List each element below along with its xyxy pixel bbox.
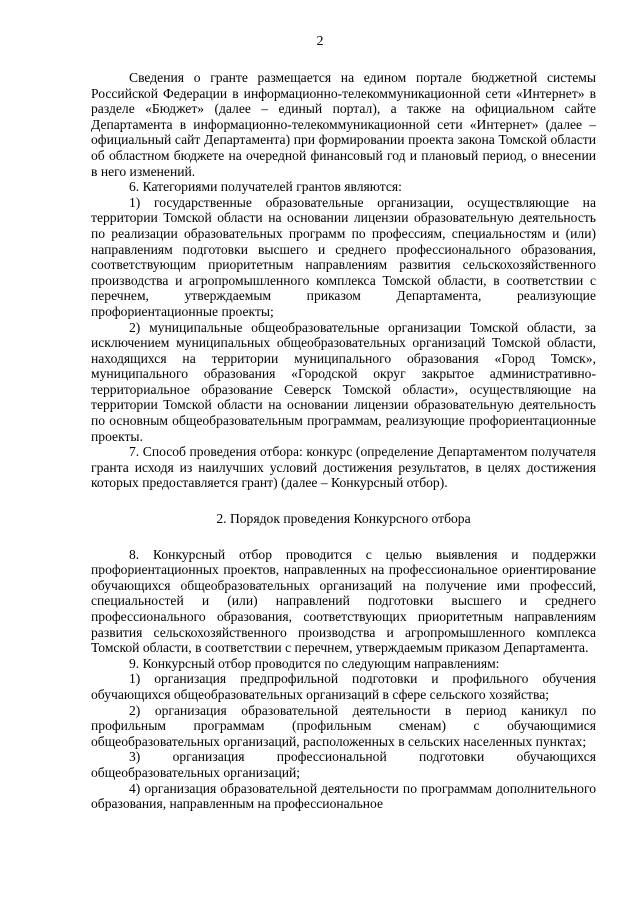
page-number: 2 [316, 34, 324, 49]
paragraph-item-9: 9. Конкурсный отбор проводится по следующим направлениям: [129, 655, 500, 671]
paragraph-item-8: 8. Конкурсный отбор проводится с целью выявления и поддержки профориентационных проектов, направленных на профессиональное ориентирование обучающихся общеобразовательных организаций на получение ими профессий, специальностей и (или) направлений подготовки высшего и среднего профессионального образования, соответствующих приоритетным направлениям развития сельскохозяйственного производства и агропромышленного комплекса Томской области, в соответствии с перечнем, утверждаемым приказом Департамента. [91, 546, 596, 656]
paragraph-item-6: 6. Категориями получателей грантов являются: [129, 179, 402, 195]
paragraph-item-9-1: 1) организация предпрофильной подготовки и профильного обучения обучающихся общеобразовательных организаций в сфере сельского хозяйства; [91, 671, 596, 702]
paragraph-grant-info: Сведения о гранте размещается на едином портале бюджетной системы Российской Федерации в информационно-телекоммуникационной сети «Интернет» в разделе «Бюджет» (далее – единый портал), а также на официальном сайте Департамента в информационно-телекоммуникационной сети «Интернет» (далее – официальный сайт Департамента) при формировании проекта закона Томской области об областном бюджете на очередной финансовый год и плановый период, о внесении в него изменений. [91, 70, 596, 179]
section-heading: 2. Порядок проведения Конкурсного отбора [216, 511, 471, 527]
paragraph-item-6-1: 1) государственные образовательные организации, осуществляющие на территории Томской области на основании лицензии образовательную деятельность по реализации образовательных программ по профессиям, специальностям и (или) направлениям подготовки высшего и среднего профессионального образования, соответствующим приоритетным направлениям развития сельскохозяйственного производства и агропромышленного комплекса Томской области, в соответствии с перечнем, утверждаемым приказом Департамента, реализующие профориентационные проекты; [91, 194, 596, 319]
paragraph-item-7: 7. Способ проведения отбора: конкурс (определение Департаментом получателя гранта исходя из наилучших условий достижения результатов, в целях достижения которых предоставляется грант) (далее – Конкурсный отбор). [91, 444, 596, 491]
document-body [91, 70, 596, 812]
paragraph-item-9-2: 2) организация образовательной деятельности в период каникул по профильным программам (профильным сменам) с обучающимися общеобразовательных организаций, расположенных в сельских населенных пунктах; [91, 702, 596, 749]
paragraph-item-9-3: 3) организация профессиональной подготовки обучающихся общеобразовательных организаций; [91, 749, 596, 780]
paragraph-item-6-2: 2) муниципальные общеобразовательные организации Томской области, за исключением муниципальных общеобразовательных организаций Томской области, находящихся на территории муниципального образования «Город Томск», муниципального образования «Городской округ закрытое административно-территориальное образование Северск Томской области», осуществляющие на территории Томской области на основании лицензии образовательную деятельность по основным общеобразовательным программам, реализующие профориентационные проекты. [91, 319, 596, 444]
paragraph-item-9-4: 4) организация образовательной деятельности по программам дополнительного образования, направленным на профессиональное [91, 780, 596, 812]
